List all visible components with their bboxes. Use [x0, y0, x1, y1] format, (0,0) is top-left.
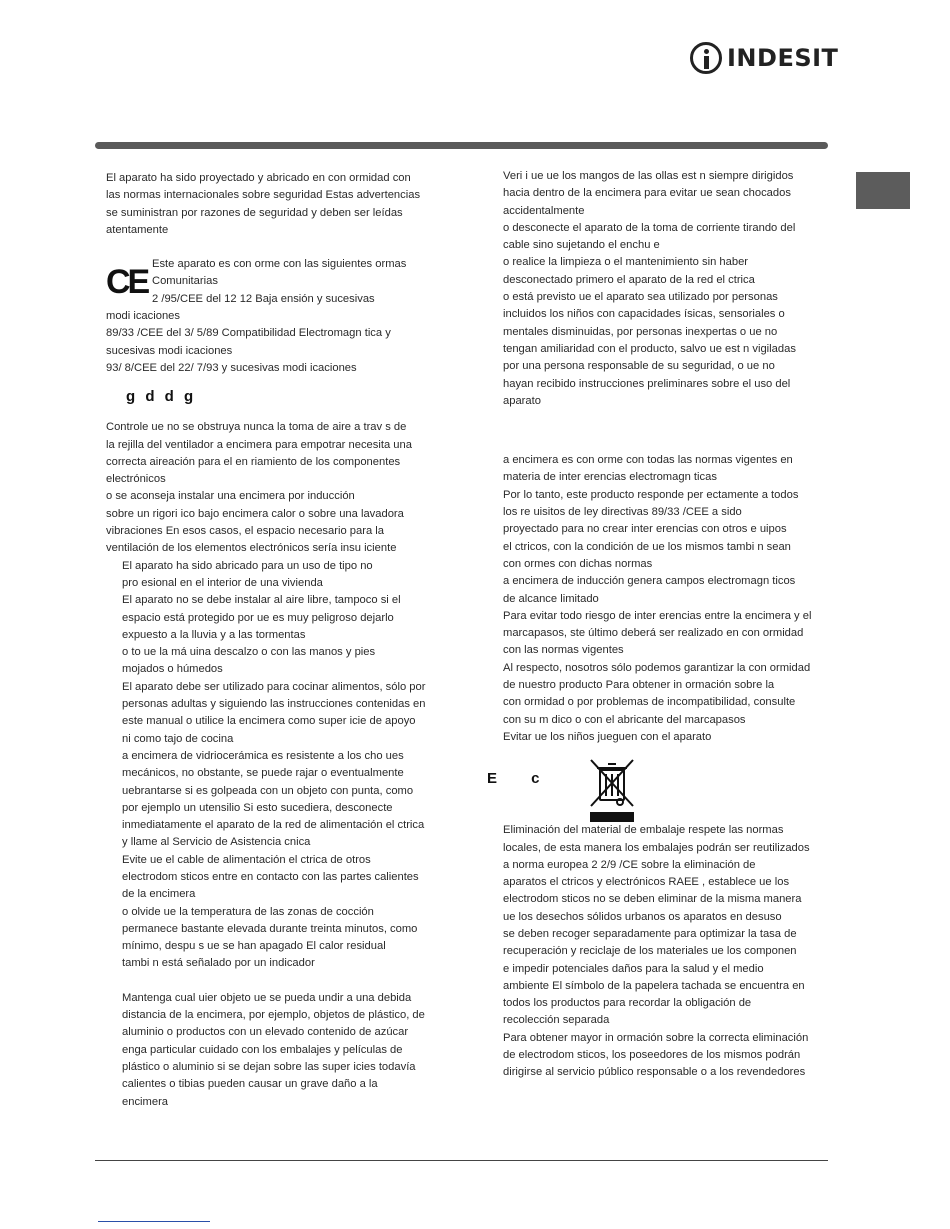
- text-line: a encimera es con orme con todas las normas vigentes en: [503, 454, 793, 467]
- text-line: Evite ue el cable de alimentación el ctrica de otros: [122, 853, 371, 866]
- text-line: hayan recibido instrucciones preliminares sobre el uso del: [503, 377, 791, 390]
- text-line: espacio está protegido por ue es muy peligroso dejarlo: [122, 611, 394, 624]
- text-line: calientes o tibias pueden causar un grave daño a la: [122, 1078, 378, 1091]
- brand-logo: [690, 38, 838, 78]
- text-line: uebrantarse si es golpeada con un objeto con punta, como: [122, 784, 414, 797]
- text-line: mínimo, despu s ue se han apagado El calor residual: [122, 940, 386, 953]
- intro-paragraph: [106, 170, 444, 239]
- text-line: 2 /95/CEE del 12 12 Baja ensión y sucesivas: [152, 292, 375, 305]
- text-line: 93/ 8/CEE del 22/ 7/93 y sucesivas modi icaciones: [106, 361, 357, 374]
- text-line: marcapasos, ste último deberá ser realizado en con ormidad: [503, 627, 804, 640]
- text-line: desconectado primero el aparato de la red el ctrica: [503, 273, 755, 286]
- text-line: las normas internacionales sobre seguridad Estas advertencias: [106, 189, 421, 202]
- text-line: atentamente: [106, 223, 169, 236]
- text-line: pro esional en el interior de una vivienda: [122, 576, 323, 589]
- text-line: recolección separada: [503, 1014, 610, 1027]
- emc-paragraph: [503, 452, 827, 746]
- text-line: locales, de esta manera los embalajes podrán ser reutilizados: [503, 841, 810, 854]
- text-line: modi icaciones: [106, 310, 180, 323]
- text-line: con las normas vigentes: [503, 644, 624, 657]
- text-line: a norma europea 2 2/9 /CE sobre la eliminación de: [503, 858, 756, 871]
- text-line: incluidos los niños con capacidades ísicas, sensoriales o: [503, 308, 785, 321]
- section-tab: [856, 172, 910, 209]
- text-line: ambiente El símbolo de la papelera tachada se encuentra en: [503, 979, 805, 992]
- text-line: Para evitar todo riesgo de inter erencias entre la encimera y el: [503, 609, 812, 622]
- safety-paragraph: [503, 168, 827, 410]
- text-line: se deben recoger separadamente para optimizar la tasa de: [503, 927, 797, 940]
- text-line: materia de inter erencias electromagn ticas: [503, 471, 717, 484]
- text-line: hacia dentro de la encimera para evitar ue sean chocados: [503, 187, 791, 200]
- text-line: el ctricos, con la condición de ue los mismos tambi n sean: [503, 540, 791, 553]
- text-line: o está previsto ue el aparato sea utilizado por personas: [503, 291, 778, 304]
- text-line: El aparato ha sido abricado para un uso de tipo no: [122, 559, 373, 572]
- text-line: por ejemplo un utensilio Si esto sucediera, desconecte: [122, 801, 393, 814]
- text-line: mecánicos, no obstante, se puede rajar o eventualmente: [122, 767, 404, 780]
- text-line: de alcance limitado: [503, 592, 599, 605]
- text-line: aluminio o productos con un elevado contenido de azúcar: [122, 1026, 409, 1039]
- environment-header: [487, 760, 827, 822]
- text-line: a encimera de inducción genera campos electromagn ticos: [503, 575, 796, 588]
- text-line: tengan amiliaridad con el producto, salvo ue est n vigiladas: [503, 342, 796, 355]
- text-line: encimera: [122, 1095, 169, 1108]
- text-line: Mantenga cual uier objeto ue se pueda undir a una debida: [122, 991, 412, 1004]
- text-line: de electrodom sticos, los poseedores de los mismos podrán: [503, 1049, 801, 1062]
- header-rule: [95, 142, 828, 149]
- text-line: Comunitarias: [152, 275, 218, 288]
- disposal-paragraph: [503, 822, 827, 1081]
- text-line: accidentalmente: [503, 204, 585, 217]
- text-line: con ormes con dichas normas: [503, 557, 653, 570]
- text-line: Por lo tanto, este producto responde per ectamente a todos: [503, 488, 799, 501]
- text-line: por una persona responsable de su seguridad, o ue no: [503, 360, 775, 373]
- text-line: ni como tajo de cocina: [122, 732, 234, 745]
- text-line: Para obtener mayor in ormación sobre la correcta eliminación: [503, 1031, 809, 1044]
- logo-text: INDESIT: [727, 44, 839, 72]
- text-line: o to ue la má uina descalzo o con las manos y pies: [122, 646, 376, 659]
- text-line: Eliminación del material de embalaje respete las normas: [503, 824, 784, 837]
- logo-i-icon: [690, 42, 722, 74]
- ce-compliance: [106, 256, 444, 308]
- text-line: los re uisitos de ley directivas 89/33 /CEE a sido: [503, 506, 742, 519]
- text-line: expuesto a la lluvia y a las tormentas: [122, 628, 306, 641]
- text-line: dirigirse al servicio público responsable o a los revendedores: [503, 1066, 806, 1079]
- ventilation-paragraph: [106, 419, 444, 557]
- text-line: electrodom sticos entre en contacto con las partes calientes: [122, 870, 419, 883]
- text-line: Al respecto, nosotros sólo podemos garantizar la con ormidad: [503, 661, 811, 674]
- text-line: cable sino sujetando el enchu e: [503, 239, 660, 252]
- text-line: vibraciones En esos casos, el espacio necesario para la: [106, 525, 384, 538]
- text-line: 89/33 /CEE del 3/ 5/89 Compatibilidad Electromagn tica y: [106, 327, 391, 340]
- text-line: Veri i ue ue los mangos de las ollas est n siempre dirigidos: [503, 170, 794, 182]
- text-line: mentales disminuidas, por personas inexpertas o ue no: [503, 325, 778, 338]
- text-line: con ormidad o por problemas de incompatibilidad, consulte: [503, 696, 796, 709]
- left-column: [106, 170, 444, 1111]
- text-line: El aparato no se debe instalar al aire libre, tampoco si el: [122, 594, 401, 607]
- text-line: enga particular cuidado con los embalajes y películas de: [122, 1043, 403, 1056]
- text-line: o desconecte el aparato de la toma de corriente tirando del: [503, 221, 796, 234]
- text-line: correcta aireación para el en riamiento de los componentes: [106, 455, 401, 468]
- text-line: o realice la limpieza o el mantenimiento sin haber: [503, 256, 749, 269]
- section-heading: E c: [487, 770, 540, 788]
- safety-bullets: [106, 558, 444, 1111]
- text-line: o olvide ue la temperatura de las zonas de cocción: [122, 905, 374, 918]
- ce-mark-icon: CE: [106, 263, 148, 302]
- text-line: permanece bastante elevada durante treinta minutos, como: [122, 922, 418, 935]
- text-line: a encimera de vidriocerámica es resistente a los cho ues: [122, 749, 404, 762]
- text-line: Evitar ue los niños jueguen con el aparato: [503, 730, 712, 743]
- text-line: sucesivas modi icaciones: [106, 344, 233, 357]
- ce-directives: [106, 308, 444, 377]
- text-line: la rejilla del ventilador a encimera para empotrar necesita una: [106, 438, 412, 451]
- text-line: Controle ue no se obstruya nunca la toma de aire a trav s de: [106, 421, 407, 434]
- text-line: sobre un rigori ico bajo encimera calor o sobre una lavadora: [106, 507, 404, 520]
- text-line: este manual o utilice la encimera como super icie de apoyo: [122, 715, 416, 728]
- text-line: electrodom sticos no se deben eliminar de la misma manera: [503, 893, 802, 906]
- text-line: electrónicos: [106, 473, 166, 486]
- text-line: plástico o aluminio si se dejan sobre las super icies todavía: [122, 1060, 416, 1073]
- text-line: ue los desechos sólidos urbanos os aparatos en desuso: [503, 910, 782, 923]
- text-line: proyectado para no crear inter erencias con otros e uipos: [503, 523, 787, 536]
- text-line: El aparato debe ser utilizado para cocinar alimentos, sólo por: [122, 680, 426, 693]
- section-heading: g d d g: [126, 388, 194, 406]
- footer-rule: [95, 1160, 828, 1161]
- text-line: y llame al Servicio de Asistencia cnica: [122, 836, 311, 849]
- right-column: [487, 168, 827, 1082]
- text-line: aparatos el ctricos y electrónicos RAEE , establece ue los: [503, 876, 790, 889]
- text-line: recuperación y reciclaje de los materiales ue los componen: [503, 945, 797, 958]
- footer-link-underline[interactable]: [98, 1221, 210, 1222]
- text-line: inmediatamente el aparato de la red de alimentación el ctrica: [122, 819, 425, 832]
- text-line: aparato: [503, 394, 541, 407]
- text-line: distancia de la encimera, por ejemplo, objetos de plástico, de: [122, 1009, 425, 1022]
- text-line: tambi n está señalado por un indicador: [122, 957, 315, 970]
- text-line: El aparato ha sido proyectado y abricado en con ormidad con: [106, 172, 411, 184]
- text-line: se suministran por razones de seguridad y deben ser leídas: [106, 206, 403, 219]
- text-line: e impedir potenciales daños para la salud y el medio: [503, 962, 764, 975]
- crossed-bin-icon: [587, 756, 637, 822]
- text-line: con su m dico o con el abricante del marcapasos: [503, 713, 746, 726]
- text-line: o se aconseja instalar una encimera por inducción: [106, 490, 355, 503]
- text-line: de nuestro producto Para obtener in ormación sobre la: [503, 679, 775, 692]
- text-line: personas adultas y siguiendo las instrucciones contenidas en: [122, 698, 426, 711]
- text-line: mojados o húmedos: [122, 663, 223, 676]
- text-line: ventilación de los elementos electrónicos sería insu iciente: [106, 542, 397, 555]
- text-line: de la encimera: [122, 888, 196, 901]
- text-line: todos los productos para recordar la obligación de: [503, 997, 752, 1010]
- text-line: Este aparato es con orme con las siguientes ormas: [152, 258, 407, 271]
